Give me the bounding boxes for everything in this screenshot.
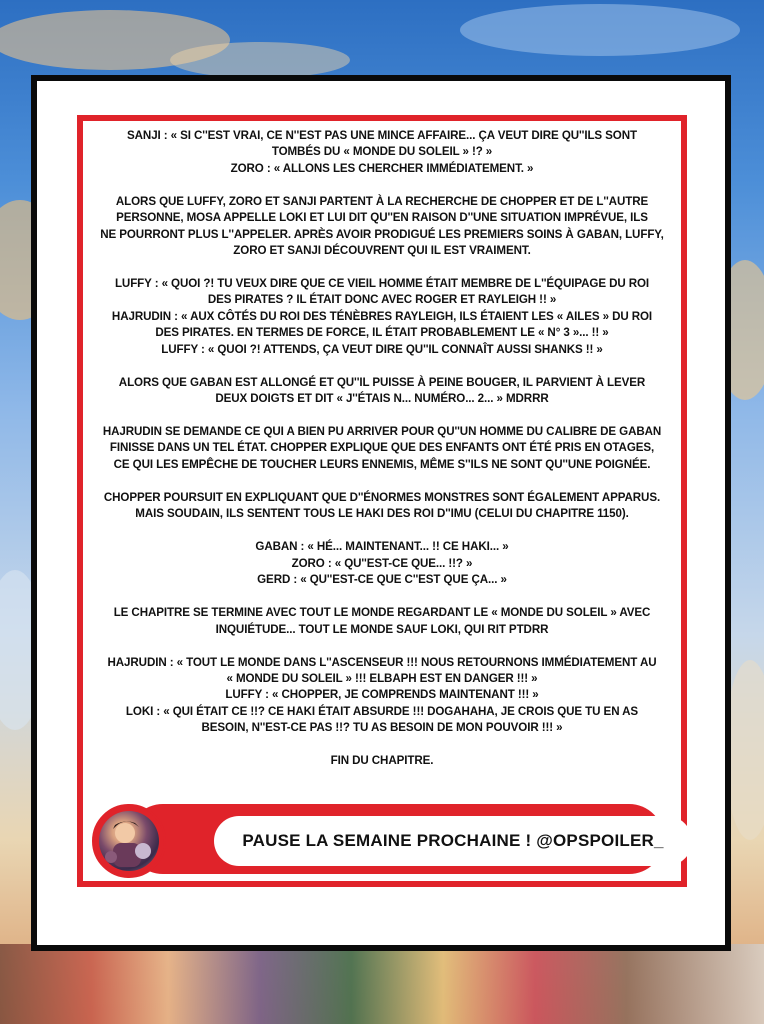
text-line: MAIS SOUDAIN, ILS SENTENT TOUS LE HAKI DES ROI D''IMU (CELUI DU CHAPITRE 1150). [135, 507, 629, 521]
paragraph [94, 194, 670, 260]
paragraph [94, 753, 670, 769]
text-line: PERSONNE, MOSA APPELLE LOKI ET LUI DIT QU''EN RAISON D''UNE SITUATION IMPRÉVUE, ILS [116, 211, 648, 225]
text-line: DES PIRATES ? IL ÉTAIT DONC AVEC ROGER ET RAYLEIGH !! » [207, 293, 557, 307]
banner-text: PAUSE LA SEMAINE PROCHAINE ! @OPSPOILER_ [242, 831, 664, 850]
text-line: GERD : « QU''EST-CE QUE C''EST QUE ÇA... » [257, 573, 507, 587]
paragraph [94, 276, 670, 358]
characters-strip-background [0, 944, 764, 1024]
text-line: CE QUI LES EMPÊCHE DE TOUCHER LEURS ENNEMIS, MÊME S''ILS NE SONT QU''UNE POIGNÉE. [113, 457, 651, 471]
text-line: HAJRUDIN : « TOUT LE MONDE DANS L''ASCENSEUR !!! NOUS RETOURNONS IMMÉDIATEMENT AU [107, 655, 657, 669]
text-line: LOKI : « QUI ÉTAIT CE !!? CE HAKI ÉTAIT ABSURDE !!! DOGAHAHA, JE CROIS QUE TU EN AS [125, 704, 639, 718]
avatar-image [99, 811, 159, 871]
text-line: DEUX DOIGTS ET DIT « J''ÉTAIS N... NUMÉRO... 2... » MDRRR [215, 392, 549, 406]
text-line: HAJRUDIN SE DEMANDE CE QUI A BIEN PU ARRIVER POUR QU''UN HOMME DU CALIBRE DE GABAN [102, 425, 662, 439]
text-line: LE CHAPITRE SE TERMINE AVEC TOUT LE MONDE REGARDANT LE « MONDE DU SOLEIL » AVEC [113, 606, 651, 620]
text-line: LUFFY : « QUOI ?! TU VEUX DIRE QUE CE VIEIL HOMME ÉTAIT MEMBRE DE L''ÉQUIPAGE DU ROI [114, 277, 650, 291]
avatar [92, 804, 166, 878]
text-line: ZORO : « ALLONS LES CHERCHER IMMÉDIATEMENT. » [230, 161, 534, 175]
text-line: ZORO : « QU''EST-CE QUE... !!? » [291, 556, 473, 570]
banner-label-box [214, 816, 692, 866]
text-line: ZORO ET SANJI DÉCOUVRENT QUI IL EST VRAIMENT. [233, 244, 531, 258]
paragraph [94, 655, 670, 737]
paragraph [94, 539, 670, 588]
paragraph [94, 128, 670, 177]
text-line: SANJI : « SI C''EST VRAI, CE N''EST PAS UNE MINCE AFFAIRE... ÇA VEUT DIRE QU''ILS SONT [127, 129, 637, 142]
summary-text [94, 128, 670, 786]
text-line: ALORS QUE GABAN EST ALLONGÉ ET QU''IL PUISSE À PEINE BOUGER, IL PARVIENT À LEVER [118, 375, 646, 389]
text-line: « MONDE DU SOLEIL » !!! ELBAPH EST EN DANGER !!! » [226, 671, 538, 685]
banner-pill [128, 804, 664, 874]
text-line: HAJRUDIN : « AUX CÔTÉS DU ROI DES TÉNÈBRES RAYLEIGH, ILS ÉTAIENT LES « AILES » DU ROI [111, 309, 653, 323]
text-line: CHOPPER POURSUIT EN EXPLIQUANT QUE D''ÉNORMES MONSTRES SONT ÉGALEMENT APPARUS. [103, 490, 661, 504]
text-line: INQUIÉTUDE... TOUT LE MONDE SAUF LOKI, QUI RIT PTDRR [215, 622, 549, 636]
paragraph [94, 375, 670, 408]
text-line: FIN DU CHAPITRE. [330, 754, 434, 768]
paragraph [94, 605, 670, 638]
paragraph [94, 490, 670, 523]
footer-banner [88, 802, 668, 876]
text-line: DES PIRATES. EN TERMES DE FORCE, IL ÉTAIT PROBABLEMENT LE « N° 3 »... !! » [155, 326, 609, 340]
text-line: GABAN : « HÉ... MAINTENANT... !! CE HAKI... » [255, 540, 509, 554]
paragraph [94, 424, 670, 473]
text-line: NE POURRONT PLUS L''APPELER. APRÈS AVOIR PRODIGUÉ LES PREMIERS SOINS À GABAN, LUFFY, [100, 227, 664, 241]
text-line: LUFFY : « CHOPPER, JE COMPRENDS MAINTENANT !!! » [225, 688, 539, 702]
text-line: ALORS QUE LUFFY, ZORO ET SANJI PARTENT À LA RECHERCHE DE CHOPPER ET DE L''AUTRE [115, 194, 649, 208]
text-line: BESOIN, N''EST-CE PAS !!? TU AS BESOIN DE MON POUVOIR !!! » [201, 721, 563, 735]
text-line: TOMBÉS DU « MONDE DU SOLEIL » !? » [271, 145, 493, 159]
text-line: LUFFY : « QUOI ?! ATTENDS, ÇA VEUT DIRE QU''IL CONNAÎT AUSSI SHANKS !! » [161, 342, 603, 356]
text-line: FINISSE DANS UN TEL ÉTAT. CHOPPER EXPLIQUE QUE DES ENFANTS ONT ÉTÉ PRIS EN OTAGES, [109, 441, 655, 455]
